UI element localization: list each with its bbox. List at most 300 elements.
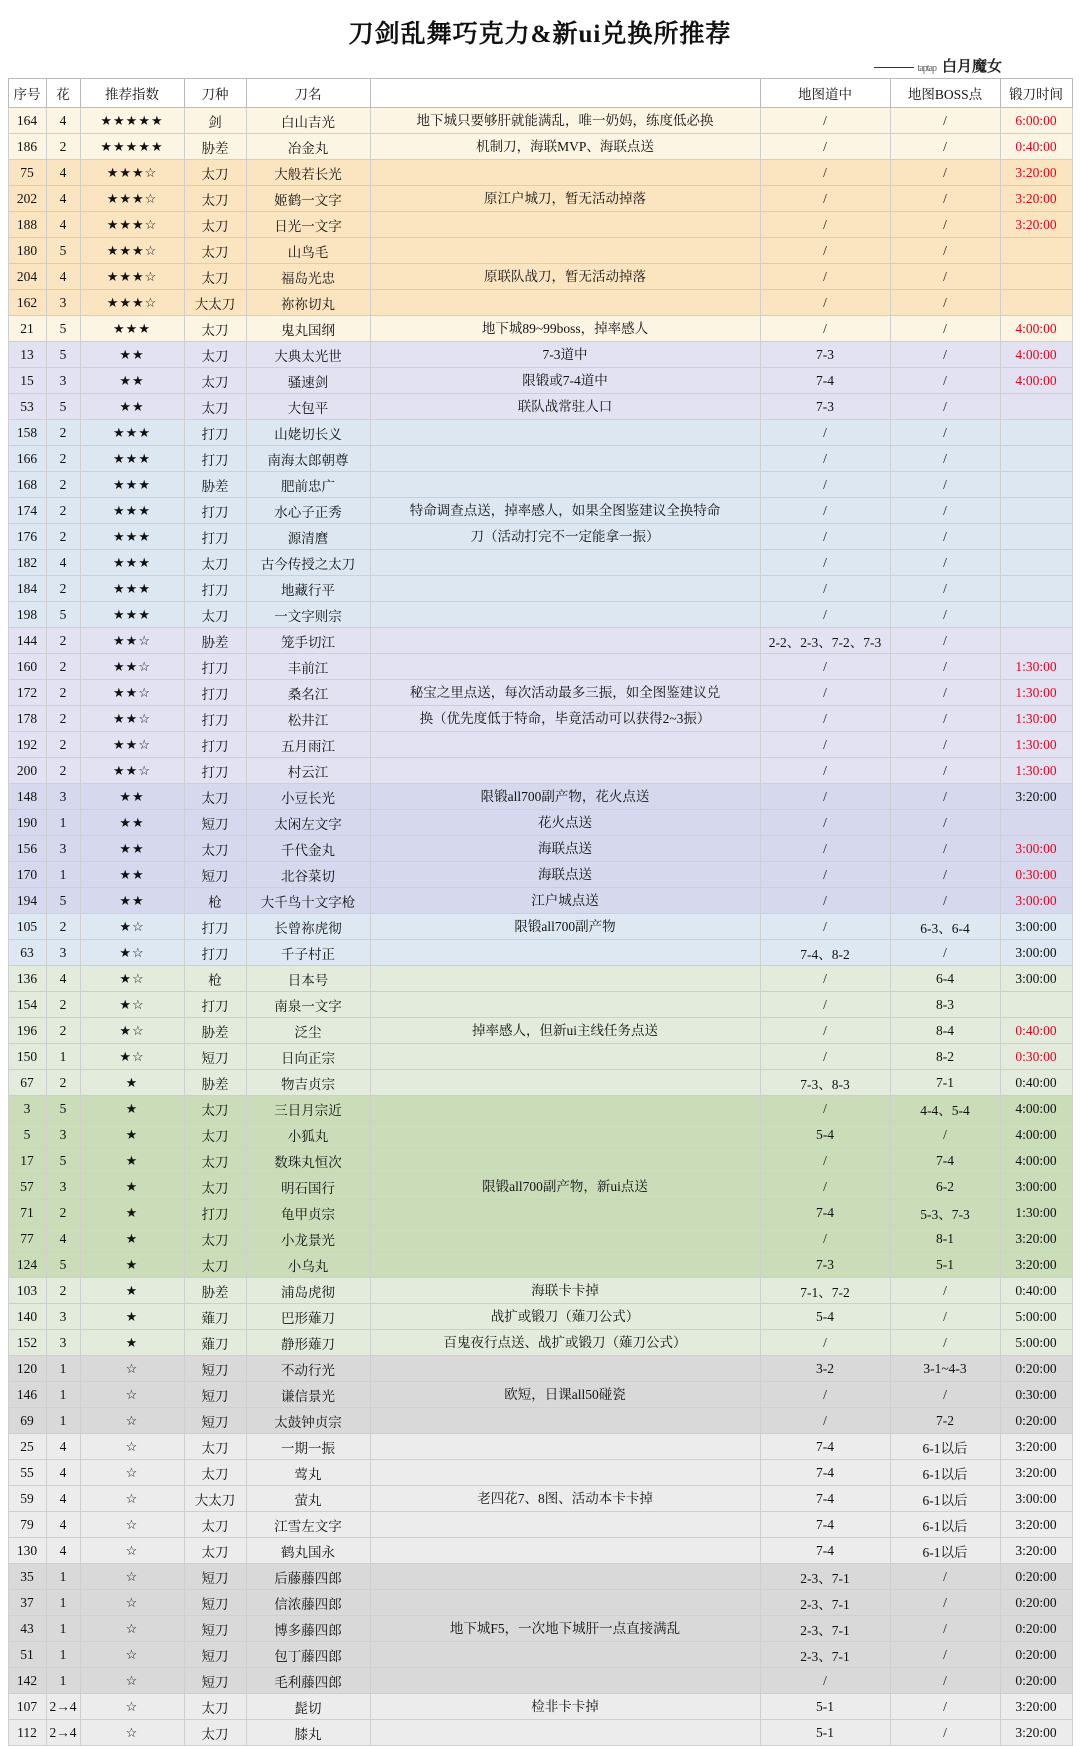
cell-time: 0:20:00 bbox=[1000, 1590, 1072, 1616]
cell-type: 胁差 bbox=[184, 134, 246, 160]
cell-stars: ☆ bbox=[80, 1616, 184, 1642]
cell-hua: 5 bbox=[46, 602, 80, 628]
cell-desc: 海联卡卡掉 bbox=[370, 1278, 760, 1304]
cell-stars: ★★★☆ bbox=[80, 290, 184, 316]
cell-time: 4:00:00 bbox=[1000, 1096, 1072, 1122]
cell-hua: 2 bbox=[46, 732, 80, 758]
table-row[interactable] bbox=[8, 498, 1072, 524]
cell-time: 0:20:00 bbox=[1000, 1356, 1072, 1382]
table-row[interactable] bbox=[8, 160, 1072, 186]
col-header-type: 刀种 bbox=[184, 79, 246, 108]
cell-desc bbox=[370, 1044, 760, 1070]
table-row[interactable] bbox=[8, 1174, 1072, 1200]
cell-map: 2-2、2-3、7-2、7-3 bbox=[760, 628, 890, 654]
cell-no: 75 bbox=[8, 160, 46, 186]
cell-time: 0:20:00 bbox=[1000, 1668, 1072, 1694]
cell-type: 打刀 bbox=[184, 1200, 246, 1226]
cell-type: 胁差 bbox=[184, 1070, 246, 1096]
table-row[interactable] bbox=[8, 758, 1072, 784]
cell-stars: ★★★ bbox=[80, 576, 184, 602]
cell-map: 5-1 bbox=[760, 1720, 890, 1746]
col-header-map: 地图道中 bbox=[760, 79, 890, 108]
table-row[interactable] bbox=[8, 1200, 1072, 1226]
table-row[interactable] bbox=[8, 1356, 1072, 1382]
table-row[interactable] bbox=[8, 1304, 1072, 1330]
cell-hua: 2 bbox=[46, 498, 80, 524]
cell-hua: 2 bbox=[46, 992, 80, 1018]
table-row[interactable] bbox=[8, 1486, 1072, 1512]
cell-hua: 1 bbox=[46, 1564, 80, 1590]
cell-desc bbox=[370, 1668, 760, 1694]
cell-boss: / bbox=[890, 316, 1000, 342]
cell-hua: 5 bbox=[46, 394, 80, 420]
cell-desc: 掉率感人，但新ui主线任务点送 bbox=[370, 1018, 760, 1044]
cell-stars: ☆ bbox=[80, 1486, 184, 1512]
table-row[interactable] bbox=[8, 966, 1072, 992]
cell-name: 大千鸟十文字枪 bbox=[246, 888, 370, 914]
cell-name: 村云江 bbox=[246, 758, 370, 784]
table-row[interactable] bbox=[8, 1382, 1072, 1408]
cell-no: 204 bbox=[8, 264, 46, 290]
cell-hua: 4 bbox=[46, 966, 80, 992]
cell-hua: 3 bbox=[46, 836, 80, 862]
cell-desc: 海联点送 bbox=[370, 836, 760, 862]
cell-time bbox=[1000, 420, 1072, 446]
cell-hua: 3 bbox=[46, 940, 80, 966]
cell-hua: 3 bbox=[46, 290, 80, 316]
cell-map: / bbox=[760, 602, 890, 628]
cell-type: 胁差 bbox=[184, 472, 246, 498]
cell-desc bbox=[370, 966, 760, 992]
cell-map: 7-4 bbox=[760, 1486, 890, 1512]
cell-map: 7-4 bbox=[760, 1512, 890, 1538]
table-row[interactable] bbox=[8, 1278, 1072, 1304]
cell-desc bbox=[370, 992, 760, 1018]
cell-desc bbox=[370, 1096, 760, 1122]
cell-map: 5-4 bbox=[760, 1304, 890, 1330]
table-row[interactable] bbox=[8, 862, 1072, 888]
cell-time: 0:20:00 bbox=[1000, 1564, 1072, 1590]
table-row[interactable] bbox=[8, 212, 1072, 238]
cell-time: 3:20:00 bbox=[1000, 1538, 1072, 1564]
table-row[interactable] bbox=[8, 1122, 1072, 1148]
cell-name: 谦信景光 bbox=[246, 1382, 370, 1408]
cell-stars: ★★★ bbox=[80, 420, 184, 446]
cell-hua: 4 bbox=[46, 1538, 80, 1564]
cell-stars: ★ bbox=[80, 1070, 184, 1096]
table-row[interactable] bbox=[8, 1668, 1072, 1694]
table-row[interactable] bbox=[8, 1512, 1072, 1538]
cell-time: 0:40:00 bbox=[1000, 1018, 1072, 1044]
cell-stars: ★★ bbox=[80, 862, 184, 888]
cell-hua: 1 bbox=[46, 1642, 80, 1668]
table-row[interactable] bbox=[8, 602, 1072, 628]
col-header-desc bbox=[370, 79, 760, 108]
cell-boss: 8-1 bbox=[890, 1226, 1000, 1252]
cell-type: 打刀 bbox=[184, 940, 246, 966]
table-row[interactable] bbox=[8, 316, 1072, 342]
table-row[interactable] bbox=[8, 342, 1072, 368]
cell-boss: / bbox=[890, 706, 1000, 732]
cell-no: 186 bbox=[8, 134, 46, 160]
table-header-row bbox=[8, 79, 1072, 108]
cell-stars: ☆ bbox=[80, 1694, 184, 1720]
table-row[interactable] bbox=[8, 810, 1072, 836]
cell-type: 太刀 bbox=[184, 1174, 246, 1200]
cell-desc bbox=[370, 1564, 760, 1590]
cell-no: 142 bbox=[8, 1668, 46, 1694]
cell-no: 174 bbox=[8, 498, 46, 524]
cell-boss: 4-4、5-4 bbox=[890, 1096, 1000, 1122]
table-row[interactable] bbox=[8, 628, 1072, 654]
cell-no: 182 bbox=[8, 550, 46, 576]
cell-no: 146 bbox=[8, 1382, 46, 1408]
cell-name: 大般若长光 bbox=[246, 160, 370, 186]
cell-desc bbox=[370, 420, 760, 446]
cell-no: 162 bbox=[8, 290, 46, 316]
table-row[interactable] bbox=[8, 732, 1072, 758]
cell-time: 0:20:00 bbox=[1000, 1408, 1072, 1434]
cell-name: 骚速剑 bbox=[246, 368, 370, 394]
cell-type: 太刀 bbox=[184, 238, 246, 264]
table-row[interactable] bbox=[8, 1018, 1072, 1044]
cell-hua: 4 bbox=[46, 550, 80, 576]
cell-no: 172 bbox=[8, 680, 46, 706]
cell-stars: ☆ bbox=[80, 1408, 184, 1434]
cell-type: 大太刀 bbox=[184, 290, 246, 316]
cell-desc bbox=[370, 550, 760, 576]
cell-stars: ★★★ bbox=[80, 446, 184, 472]
cell-name: 源清麿 bbox=[246, 524, 370, 550]
cell-boss: 6-1以后 bbox=[890, 1434, 1000, 1460]
table-row[interactable] bbox=[8, 1538, 1072, 1564]
table-row[interactable] bbox=[8, 784, 1072, 810]
cell-stars: ★★ bbox=[80, 368, 184, 394]
cell-stars: ★☆ bbox=[80, 914, 184, 940]
cell-hua: 2→4 bbox=[46, 1720, 80, 1746]
cell-type: 打刀 bbox=[184, 680, 246, 706]
cell-map: 7-4 bbox=[760, 1434, 890, 1460]
cell-hua: 2 bbox=[46, 1278, 80, 1304]
cell-name: 髭切 bbox=[246, 1694, 370, 1720]
cell-no: 21 bbox=[8, 316, 46, 342]
table-row[interactable] bbox=[8, 186, 1072, 212]
cell-desc bbox=[370, 1434, 760, 1460]
cell-hua: 3 bbox=[46, 1174, 80, 1200]
table-row[interactable] bbox=[8, 1070, 1072, 1096]
cell-name: 肥前忠广 bbox=[246, 472, 370, 498]
cell-stars: ★★★☆ bbox=[80, 238, 184, 264]
cell-time: 0:20:00 bbox=[1000, 1616, 1072, 1642]
cell-time bbox=[1000, 524, 1072, 550]
table-row[interactable] bbox=[8, 836, 1072, 862]
cell-time: 3:20:00 bbox=[1000, 160, 1072, 186]
cell-stars: ☆ bbox=[80, 1382, 184, 1408]
cell-stars: ★★☆ bbox=[80, 680, 184, 706]
cell-no: 25 bbox=[8, 1434, 46, 1460]
table-row[interactable] bbox=[8, 108, 1072, 134]
cell-desc bbox=[370, 1642, 760, 1668]
cell-type: 太刀 bbox=[184, 212, 246, 238]
cell-map: 7-3 bbox=[760, 394, 890, 420]
cell-name: 地藏行平 bbox=[246, 576, 370, 602]
table-row[interactable] bbox=[8, 1460, 1072, 1486]
cell-boss: / bbox=[890, 940, 1000, 966]
table-row[interactable] bbox=[8, 368, 1072, 394]
cell-time: 3:20:00 bbox=[1000, 1252, 1072, 1278]
cell-name: 小乌丸 bbox=[246, 1252, 370, 1278]
cell-map: 2-3、7-1 bbox=[760, 1642, 890, 1668]
cell-desc: 战扩或锻刀（薙刀公式） bbox=[370, 1304, 760, 1330]
cell-stars: ★ bbox=[80, 1226, 184, 1252]
cell-no: 63 bbox=[8, 940, 46, 966]
cell-desc bbox=[370, 1512, 760, 1538]
cell-boss: 6-2 bbox=[890, 1174, 1000, 1200]
table-row[interactable] bbox=[8, 1226, 1072, 1252]
cell-hua: 4 bbox=[46, 1460, 80, 1486]
cell-desc: 限锻all700副产物 bbox=[370, 914, 760, 940]
cell-boss: / bbox=[890, 1382, 1000, 1408]
cell-desc bbox=[370, 576, 760, 602]
cell-boss: / bbox=[890, 108, 1000, 134]
cell-no: 69 bbox=[8, 1408, 46, 1434]
cell-no: 196 bbox=[8, 1018, 46, 1044]
cell-time: 3:00:00 bbox=[1000, 966, 1072, 992]
cell-desc: 秘宝之里点送，每次活动最多三振，如全图鉴建议兑 bbox=[370, 680, 760, 706]
table-row[interactable] bbox=[8, 940, 1072, 966]
table-row[interactable] bbox=[8, 550, 1072, 576]
cell-type: 太刀 bbox=[184, 1694, 246, 1720]
table-row[interactable] bbox=[8, 1616, 1072, 1642]
cell-type: 太刀 bbox=[184, 394, 246, 420]
cell-time: 3:20:00 bbox=[1000, 784, 1072, 810]
table-row[interactable] bbox=[8, 1148, 1072, 1174]
cell-hua: 1 bbox=[46, 810, 80, 836]
cell-hua: 2 bbox=[46, 472, 80, 498]
cell-stars: ★★★ bbox=[80, 472, 184, 498]
table-row[interactable] bbox=[8, 1408, 1072, 1434]
cell-boss: 3-1~4-3 bbox=[890, 1356, 1000, 1382]
cell-boss: / bbox=[890, 290, 1000, 316]
cell-stars: ★★ bbox=[80, 888, 184, 914]
cell-map: / bbox=[760, 914, 890, 940]
cell-map: 7-4 bbox=[760, 368, 890, 394]
table-row[interactable] bbox=[8, 914, 1072, 940]
cell-boss: 6-1以后 bbox=[890, 1460, 1000, 1486]
table-row[interactable] bbox=[8, 1044, 1072, 1070]
table-row[interactable] bbox=[8, 992, 1072, 1018]
cell-no: 184 bbox=[8, 576, 46, 602]
table-row[interactable] bbox=[8, 394, 1072, 420]
table-row[interactable] bbox=[8, 238, 1072, 264]
cell-hua: 4 bbox=[46, 1226, 80, 1252]
cell-no: 37 bbox=[8, 1590, 46, 1616]
cell-time: 0:30:00 bbox=[1000, 862, 1072, 888]
cell-no: 51 bbox=[8, 1642, 46, 1668]
col-header-time: 锻刀时间 bbox=[1000, 79, 1072, 108]
cell-boss: / bbox=[890, 524, 1000, 550]
table-row[interactable] bbox=[8, 472, 1072, 498]
cell-time: 1:30:00 bbox=[1000, 706, 1072, 732]
table-row[interactable] bbox=[8, 654, 1072, 680]
cell-time bbox=[1000, 628, 1072, 654]
cell-stars: ★★★☆ bbox=[80, 186, 184, 212]
cell-type: 短刀 bbox=[184, 1356, 246, 1382]
cell-name: 北谷菜切 bbox=[246, 862, 370, 888]
cell-map: / bbox=[760, 1096, 890, 1122]
table-row[interactable] bbox=[8, 888, 1072, 914]
cell-desc: 限锻all700副产物，花火点送 bbox=[370, 784, 760, 810]
cell-type: 太刀 bbox=[184, 1226, 246, 1252]
table-row[interactable] bbox=[8, 680, 1072, 706]
cell-no: 154 bbox=[8, 992, 46, 1018]
table-row[interactable] bbox=[8, 706, 1072, 732]
cell-time: 3:20:00 bbox=[1000, 1434, 1072, 1460]
cell-stars: ★★ bbox=[80, 342, 184, 368]
cell-hua: 1 bbox=[46, 1668, 80, 1694]
cell-time: 1:30:00 bbox=[1000, 654, 1072, 680]
cell-time: 1:30:00 bbox=[1000, 1200, 1072, 1226]
cell-boss: 8-4 bbox=[890, 1018, 1000, 1044]
cell-desc bbox=[370, 1070, 760, 1096]
cell-boss: / bbox=[890, 862, 1000, 888]
cell-time: 3:20:00 bbox=[1000, 1694, 1072, 1720]
cell-stars: ☆ bbox=[80, 1668, 184, 1694]
cell-hua: 4 bbox=[46, 1486, 80, 1512]
cell-boss: / bbox=[890, 784, 1000, 810]
cell-boss: / bbox=[890, 498, 1000, 524]
table-row[interactable] bbox=[8, 1330, 1072, 1356]
cell-no: 53 bbox=[8, 394, 46, 420]
cell-stars: ★☆ bbox=[80, 966, 184, 992]
cell-time bbox=[1000, 602, 1072, 628]
cell-no: 170 bbox=[8, 862, 46, 888]
cell-name: 山姥切长义 bbox=[246, 420, 370, 446]
cell-time: 3:00:00 bbox=[1000, 1486, 1072, 1512]
table-row[interactable] bbox=[8, 420, 1072, 446]
cell-boss: / bbox=[890, 420, 1000, 446]
table-row[interactable] bbox=[8, 290, 1072, 316]
cell-stars: ★ bbox=[80, 1304, 184, 1330]
cell-desc: 7-3道中 bbox=[370, 342, 760, 368]
table-row[interactable] bbox=[8, 264, 1072, 290]
cell-map: / bbox=[760, 1044, 890, 1070]
cell-no: 198 bbox=[8, 602, 46, 628]
cell-type: 短刀 bbox=[184, 1642, 246, 1668]
table-row[interactable] bbox=[8, 446, 1072, 472]
cell-type: 打刀 bbox=[184, 758, 246, 784]
table-row[interactable] bbox=[8, 1434, 1072, 1460]
table-row[interactable] bbox=[8, 134, 1072, 160]
cell-name: 一期一振 bbox=[246, 1434, 370, 1460]
cell-boss: / bbox=[890, 1720, 1000, 1746]
table-row[interactable] bbox=[8, 576, 1072, 602]
table-row[interactable] bbox=[8, 1642, 1072, 1668]
cell-time: 0:20:00 bbox=[1000, 1642, 1072, 1668]
table-row[interactable] bbox=[8, 1096, 1072, 1122]
cell-stars: ★★ bbox=[80, 394, 184, 420]
cell-time: 1:30:00 bbox=[1000, 680, 1072, 706]
cell-map: / bbox=[760, 888, 890, 914]
cell-stars: ☆ bbox=[80, 1460, 184, 1486]
cell-hua: 2 bbox=[46, 1070, 80, 1096]
cell-no: 168 bbox=[8, 472, 46, 498]
cell-hua: 2 bbox=[46, 706, 80, 732]
cell-stars: ★ bbox=[80, 1278, 184, 1304]
cell-desc: 花火点送 bbox=[370, 810, 760, 836]
table-row[interactable] bbox=[8, 1694, 1072, 1720]
cell-type: 太刀 bbox=[184, 342, 246, 368]
cell-desc bbox=[370, 238, 760, 264]
cell-boss: 6-1以后 bbox=[890, 1486, 1000, 1512]
cell-time: 3:00:00 bbox=[1000, 836, 1072, 862]
cell-time bbox=[1000, 238, 1072, 264]
cell-name: 日本号 bbox=[246, 966, 370, 992]
cell-map: / bbox=[760, 160, 890, 186]
cell-stars: ★★★★★ bbox=[80, 134, 184, 160]
cell-stars: ★★★★★ bbox=[80, 108, 184, 134]
cell-stars: ★★★☆ bbox=[80, 264, 184, 290]
cell-desc: 海联点送 bbox=[370, 862, 760, 888]
cell-type: 打刀 bbox=[184, 524, 246, 550]
cell-desc: 特命调查点送，掉率感人，如果全图鉴建议全换特命 bbox=[370, 498, 760, 524]
cell-name: 大典太光世 bbox=[246, 342, 370, 368]
cell-hua: 5 bbox=[46, 1096, 80, 1122]
cell-map: 7-4 bbox=[760, 1460, 890, 1486]
cell-name: 古今传授之太刀 bbox=[246, 550, 370, 576]
cell-boss: 7-2 bbox=[890, 1408, 1000, 1434]
cell-map: / bbox=[760, 446, 890, 472]
cell-type: 太刀 bbox=[184, 602, 246, 628]
cell-name: 江雪左文字 bbox=[246, 1512, 370, 1538]
cell-hua: 3 bbox=[46, 1304, 80, 1330]
cell-name: 小豆长光 bbox=[246, 784, 370, 810]
cell-hua: 1 bbox=[46, 1590, 80, 1616]
cell-name: 水心子正秀 bbox=[246, 498, 370, 524]
cell-stars: ★★★☆ bbox=[80, 212, 184, 238]
cell-type: 薙刀 bbox=[184, 1330, 246, 1356]
cell-time bbox=[1000, 446, 1072, 472]
cell-type: 太刀 bbox=[184, 550, 246, 576]
cell-desc bbox=[370, 1252, 760, 1278]
table-row[interactable] bbox=[8, 1590, 1072, 1616]
cell-map: 7-1、7-2 bbox=[760, 1278, 890, 1304]
cell-time: 3:20:00 bbox=[1000, 1226, 1072, 1252]
table-row[interactable] bbox=[8, 1252, 1072, 1278]
cell-map: 2-3、7-1 bbox=[760, 1616, 890, 1642]
cell-name: 巴形薙刀 bbox=[246, 1304, 370, 1330]
cell-map: / bbox=[760, 758, 890, 784]
cell-name: 信浓藤四郎 bbox=[246, 1590, 370, 1616]
cell-boss: / bbox=[890, 1668, 1000, 1694]
cell-stars: ★☆ bbox=[80, 940, 184, 966]
cell-boss: 5-3、7-3 bbox=[890, 1200, 1000, 1226]
table-row[interactable] bbox=[8, 1720, 1072, 1746]
cell-boss: / bbox=[890, 654, 1000, 680]
cell-hua: 2 bbox=[46, 914, 80, 940]
cell-stars: ★ bbox=[80, 1330, 184, 1356]
table-row[interactable] bbox=[8, 524, 1072, 550]
cell-map: 2-3、7-1 bbox=[760, 1564, 890, 1590]
cell-map: / bbox=[760, 108, 890, 134]
table-row[interactable] bbox=[8, 1564, 1072, 1590]
cell-time: 0:30:00 bbox=[1000, 1382, 1072, 1408]
cell-no: 77 bbox=[8, 1226, 46, 1252]
cell-map: / bbox=[760, 472, 890, 498]
cell-desc bbox=[370, 732, 760, 758]
cell-boss: / bbox=[890, 342, 1000, 368]
cell-no: 57 bbox=[8, 1174, 46, 1200]
